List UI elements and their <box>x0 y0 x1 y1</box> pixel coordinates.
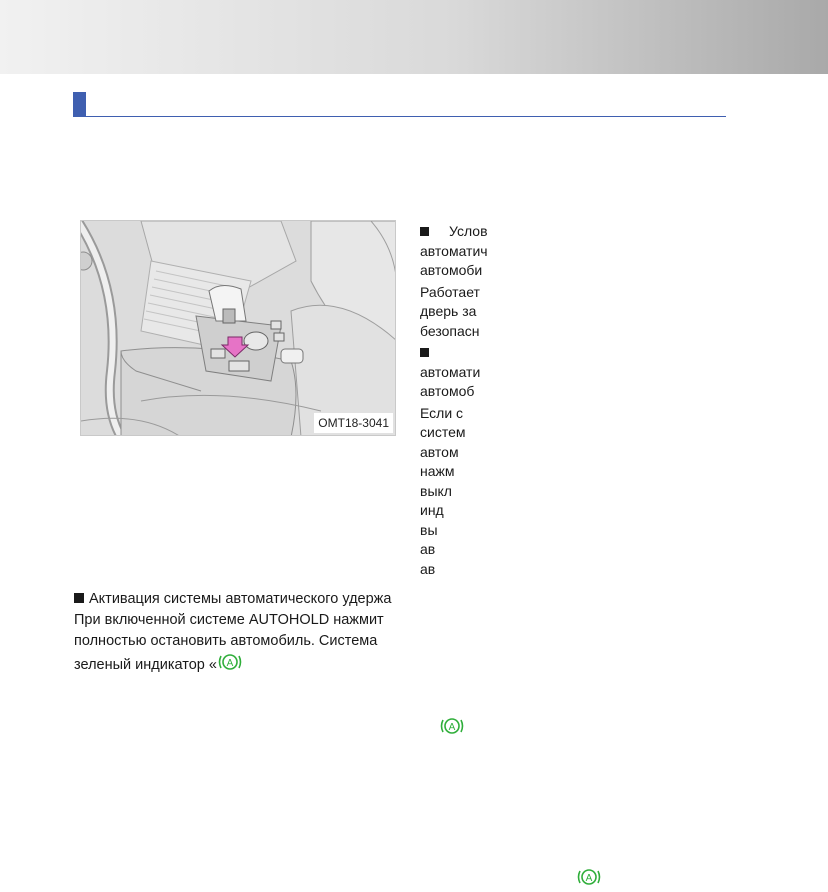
column-line: автомоб <box>420 383 475 399</box>
column-line: Работает <box>420 283 480 300</box>
square-bullet-icon <box>420 348 429 357</box>
svg-text:A: A <box>226 658 234 669</box>
column-line: дверь за <box>420 303 477 319</box>
section-marker <box>73 92 86 116</box>
column-line: инд <box>420 502 444 518</box>
autohold-indicator-icon <box>217 652 243 679</box>
column-line: автоматич <box>420 242 488 259</box>
body-line: полностью остановить автомобиль. Система <box>74 633 378 649</box>
autohold-indicator-icon <box>576 867 602 892</box>
column-line: безопасн <box>420 322 480 339</box>
body-line-text: зеленый индикатор « <box>74 657 217 673</box>
body-line: При включенной системе AUTOHOLD нажмит <box>74 612 384 628</box>
square-bullet-icon <box>420 227 429 236</box>
section-heading-text: Активация системы автоматического удержа <box>89 591 392 607</box>
figure-code-label: OMT18-3041 <box>314 413 393 433</box>
column-line-text: Услов <box>449 223 488 239</box>
column-line <box>420 343 505 363</box>
autohold-activation-section <box>74 589 444 679</box>
svg-text:A: A <box>585 873 593 884</box>
column-line: автомати <box>420 363 481 380</box>
console-illustration <box>80 220 396 436</box>
column-line: Если с <box>420 404 464 421</box>
column-line: вы <box>420 521 438 538</box>
column-line: нажм <box>420 463 455 479</box>
section-rule <box>73 116 726 117</box>
column-line: автомоби <box>420 262 483 278</box>
svg-text:A: A <box>448 722 456 733</box>
column-line: систем <box>420 424 466 440</box>
column-line: ав <box>420 560 436 577</box>
right-text-column <box>420 222 505 579</box>
center-console-drawing <box>81 221 396 436</box>
column-line: ав <box>420 541 436 557</box>
body-line <box>74 652 444 679</box>
autohold-indicator-icon <box>439 716 465 741</box>
column-line <box>420 222 505 242</box>
column-line: выкл <box>420 482 452 499</box>
section-heading <box>74 589 444 610</box>
column-line: автом <box>420 443 459 460</box>
square-bullet-icon <box>74 593 84 603</box>
page-header-band <box>0 0 828 74</box>
